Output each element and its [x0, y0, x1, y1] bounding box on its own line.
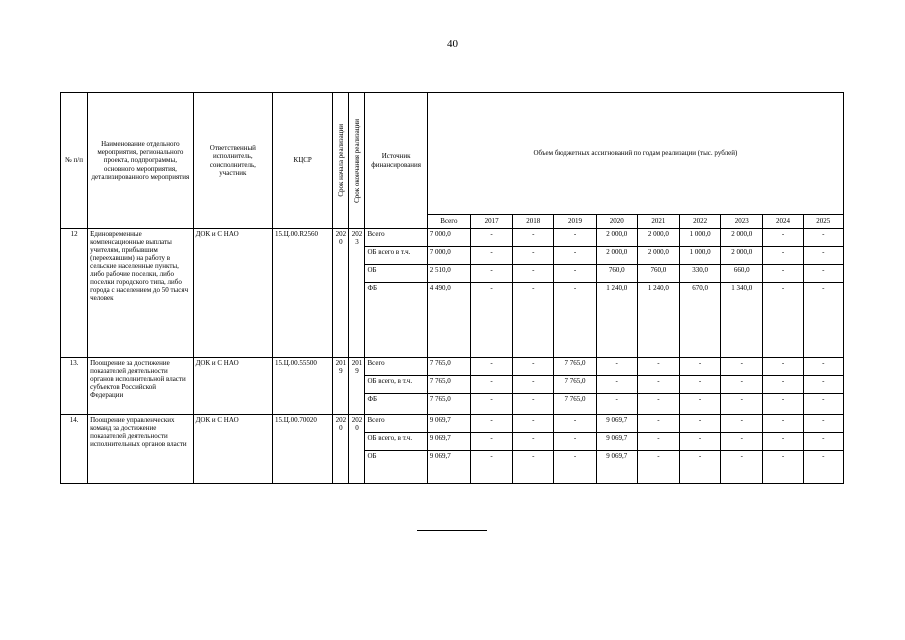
row-value: -: [513, 451, 554, 484]
header-num: № п/п: [61, 93, 88, 229]
row-value: -: [637, 394, 679, 415]
row-value: 2 000,0: [637, 247, 679, 265]
row-value: -: [637, 376, 679, 394]
row-value: -: [470, 451, 512, 484]
header-year: 2019: [554, 215, 596, 229]
row-value: -: [763, 229, 803, 247]
row-value: 760,0: [637, 265, 679, 283]
budget-table: [60, 92, 844, 484]
row-value: -: [763, 376, 803, 394]
row-value: -: [721, 451, 763, 484]
row-end: 2019: [349, 358, 365, 415]
header-year: 2024: [763, 215, 803, 229]
row-value: -: [721, 358, 763, 376]
row-value: -: [554, 415, 596, 433]
row-value: -: [513, 376, 554, 394]
header-year: Всего: [427, 215, 470, 229]
row-value: 2 000,0: [596, 229, 637, 247]
row-source: ОБ: [365, 451, 427, 484]
table-row: [61, 229, 844, 247]
row-value: 7 000,0: [427, 247, 470, 265]
row-responsible: ДОК и С НАО: [193, 358, 272, 415]
table-row: [61, 415, 844, 433]
row-value: 2 000,0: [721, 229, 763, 247]
header-year: 2018: [513, 215, 554, 229]
row-value: -: [763, 415, 803, 433]
row-value: -: [470, 265, 512, 283]
row-value: -: [513, 394, 554, 415]
row-value: 7 765,0: [554, 358, 596, 376]
row-value: 9 069,7: [427, 433, 470, 451]
row-value: -: [470, 394, 512, 415]
row-name: Поощрение за достижение показателей деятельности органов исполнительной власти субъектов Российской Федерации: [88, 358, 194, 415]
row-value: 760,0: [596, 265, 637, 283]
footer-rule: [417, 530, 487, 531]
row-value: -: [803, 433, 843, 451]
row-value: 2 000,0: [721, 247, 763, 265]
row-value: 660,0: [721, 265, 763, 283]
row-value: -: [763, 394, 803, 415]
row-value: -: [680, 394, 721, 415]
row-value: -: [721, 415, 763, 433]
row-value: -: [680, 433, 721, 451]
row-end: 2023: [349, 229, 365, 358]
row-value: -: [470, 358, 512, 376]
row-value: -: [513, 247, 554, 265]
row-value: -: [803, 283, 843, 358]
row-value: -: [721, 433, 763, 451]
header-source: Источник финансирования: [365, 93, 427, 229]
header-year: 2017: [470, 215, 512, 229]
row-value: -: [803, 358, 843, 376]
header-year: 2020: [596, 215, 637, 229]
row-value: -: [721, 376, 763, 394]
header-end-text: Срок окончания реализации: [352, 118, 361, 203]
row-start: 2019: [333, 358, 349, 415]
row-value: -: [637, 451, 679, 484]
table-row: [61, 358, 844, 376]
row-kcsr: 15.Ц.00.R2560: [273, 229, 333, 358]
row-value: -: [803, 247, 843, 265]
row-end: 2020: [349, 415, 365, 484]
row-kcsr: 15.Ц.00.70020: [273, 415, 333, 484]
row-value: 1 240,0: [596, 283, 637, 358]
row-source: ОБ всего, в т.ч.: [365, 433, 427, 451]
row-value: -: [680, 376, 721, 394]
row-value: -: [596, 358, 637, 376]
row-kcsr: 15.Ц.00.55500: [273, 358, 333, 415]
row-value: 1 340,0: [721, 283, 763, 358]
row-value: -: [637, 415, 679, 433]
row-value: 670,0: [680, 283, 721, 358]
row-value: -: [803, 394, 843, 415]
row-num: 13.: [61, 358, 88, 415]
row-source: ОБ всего, в т.ч.: [365, 376, 427, 394]
row-value: -: [763, 451, 803, 484]
row-value: -: [803, 376, 843, 394]
header-end: [349, 93, 365, 229]
row-value: 7 000,0: [427, 229, 470, 247]
row-value: -: [637, 358, 679, 376]
row-value: -: [513, 358, 554, 376]
row-value: 9 069,7: [596, 451, 637, 484]
header-start: [333, 93, 349, 229]
row-responsible: ДОК и С НАО: [193, 229, 272, 358]
row-value: -: [554, 229, 596, 247]
row-value: -: [763, 247, 803, 265]
row-value: 330,0: [680, 265, 721, 283]
row-value: -: [596, 376, 637, 394]
row-value: -: [803, 451, 843, 484]
row-value: -: [554, 247, 596, 265]
row-value: 1 240,0: [637, 283, 679, 358]
row-value: 9 069,7: [427, 451, 470, 484]
row-name: Единовременные компенсационные выплаты учителям, прибывшим (переехавшим) на работу в сельские населенные пункты, либо рабочие поселки, либо поселки городского типа, либо города с населением до 50 тысяч человек: [88, 229, 194, 358]
row-name: Поощрение управленческих команд за достижение показателей деятельности исполнительных органов власти: [88, 415, 194, 484]
row-value: -: [554, 451, 596, 484]
row-value: -: [803, 415, 843, 433]
header-year: 2023: [721, 215, 763, 229]
row-value: -: [680, 415, 721, 433]
row-value: -: [680, 358, 721, 376]
row-value: 7 765,0: [554, 376, 596, 394]
row-start: 2020: [333, 229, 349, 358]
row-value: -: [513, 229, 554, 247]
row-value: -: [513, 415, 554, 433]
row-value: -: [803, 265, 843, 283]
row-value: 7 765,0: [427, 358, 470, 376]
row-value: -: [513, 283, 554, 358]
row-value: 7 765,0: [554, 394, 596, 415]
row-value: -: [470, 229, 512, 247]
header-start-text: Срок начала реализации: [336, 124, 345, 197]
row-value: 4 490,0: [427, 283, 470, 358]
row-num: 14.: [61, 415, 88, 484]
row-value: 7 765,0: [427, 376, 470, 394]
row-value: -: [763, 358, 803, 376]
row-value: 7 765,0: [427, 394, 470, 415]
row-value: -: [763, 433, 803, 451]
row-value: 2 000,0: [637, 229, 679, 247]
row-source: ОБ всего в т.ч.: [365, 247, 427, 265]
row-value: -: [637, 433, 679, 451]
row-value: 9 069,7: [596, 433, 637, 451]
row-value: -: [470, 376, 512, 394]
header-year: 2021: [637, 215, 679, 229]
row-value: -: [470, 283, 512, 358]
row-value: 2 000,0: [596, 247, 637, 265]
row-value: -: [680, 451, 721, 484]
row-value: 1 000,0: [680, 247, 721, 265]
row-value: -: [513, 433, 554, 451]
header-year: 2025: [803, 215, 843, 229]
header-kcsr: КЦСР: [273, 93, 333, 229]
row-value: -: [470, 247, 512, 265]
row-responsible: ДОК и С НАО: [193, 415, 272, 484]
row-source: Всего: [365, 415, 427, 433]
row-value: -: [554, 433, 596, 451]
header-name: Наименование отдельного мероприятия, регионального проекта, подпрограммы, основного мероприятия, детализированного мероприятия: [88, 93, 194, 229]
row-value: -: [470, 415, 512, 433]
row-value: 9 069,7: [596, 415, 637, 433]
row-value: -: [763, 265, 803, 283]
row-num: 12: [61, 229, 88, 358]
row-value: -: [513, 265, 554, 283]
row-value: 2 510,0: [427, 265, 470, 283]
row-source: Всего: [365, 358, 427, 376]
row-source: ФБ: [365, 283, 427, 358]
row-start: 2020: [333, 415, 349, 484]
header-responsible: Ответственный исполнитель, соисполнитель, участник: [193, 93, 272, 229]
page-number: 40: [447, 38, 458, 50]
row-value: -: [803, 229, 843, 247]
row-value: -: [554, 283, 596, 358]
row-value: -: [721, 394, 763, 415]
header-year: 2022: [680, 215, 721, 229]
row-value: -: [470, 433, 512, 451]
row-value: 1 000,0: [680, 229, 721, 247]
row-value: 9 069,7: [427, 415, 470, 433]
header-volume: Объем бюджетных ассигнований по годам реализации (тыс. рублей): [427, 93, 843, 215]
row-value: -: [763, 283, 803, 358]
row-value: -: [554, 265, 596, 283]
row-source: ФБ: [365, 394, 427, 415]
row-source: ОБ: [365, 265, 427, 283]
row-source: Всего: [365, 229, 427, 247]
row-value: -: [596, 394, 637, 415]
